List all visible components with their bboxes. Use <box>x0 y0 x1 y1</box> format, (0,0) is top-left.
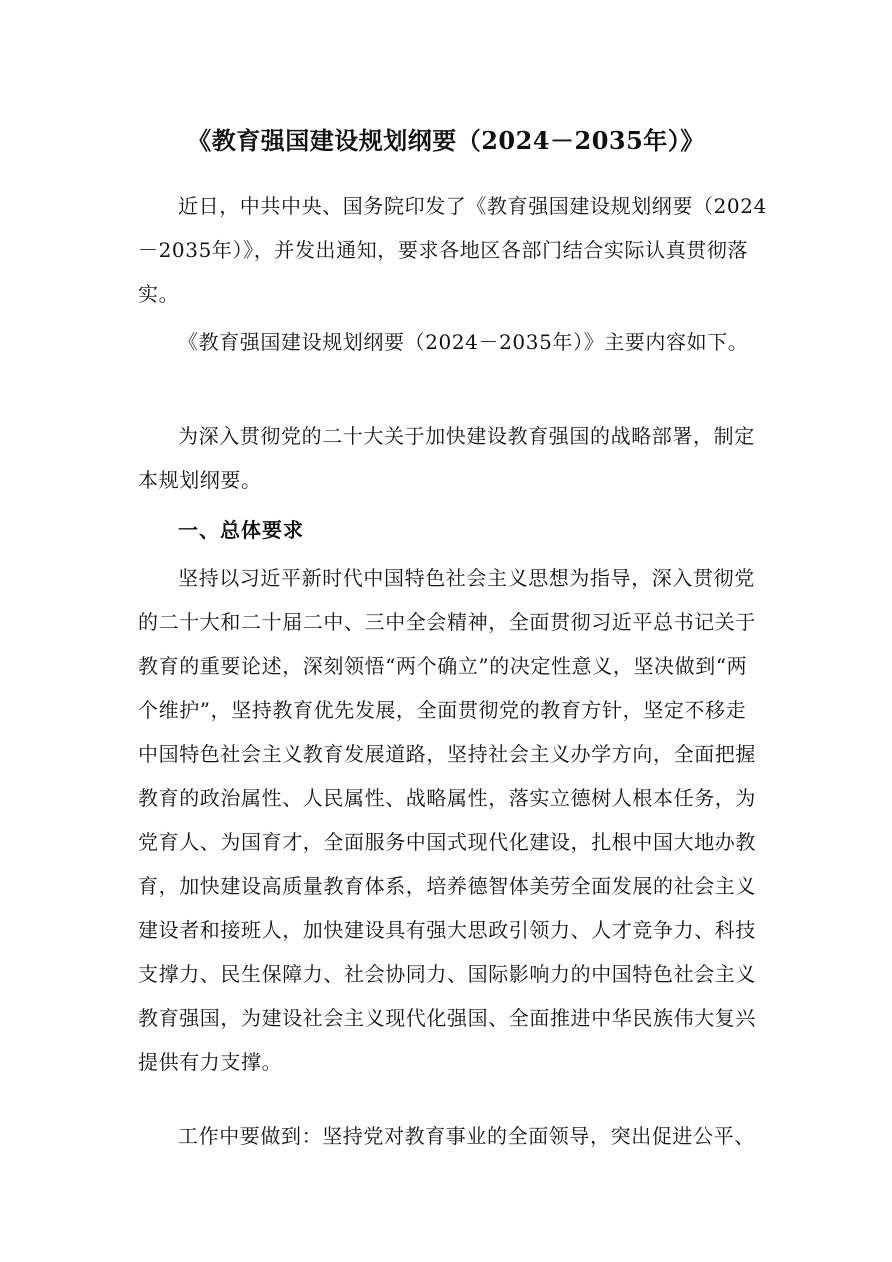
intro-paragraph <box>138 184 767 316</box>
section1-line: 中国特色社会主义教育发展道路，坚持社会主义办学方向，全面把握 <box>138 742 756 766</box>
section1-line: 建设者和接班人，加快建设具有强大思政引领力、人才竞争力、科技 <box>138 918 756 942</box>
intro-line: 近日，中共中央、国务院印发了《教育强国建设规划纲要（2024 <box>178 194 767 218</box>
section1-line: 教育的政治属性、人民属性、战略属性，落实立德树人根本任务，为 <box>138 786 756 810</box>
preamble-line: 为深入贯彻党的二十大关于加快建设教育强国的战略部署，制定 <box>178 424 755 448</box>
section1-paragraph <box>138 556 756 1084</box>
work-paragraph <box>138 1114 756 1158</box>
preamble-line: 本规划纲要。 <box>138 468 262 492</box>
intro-line: 实。 <box>138 282 180 306</box>
section1-line: 支撑力、民生保障力、社会协同力、国际影响力的中国特色社会主义 <box>138 962 756 986</box>
summary-line: 《教育强国建设规划纲要（2024－2035年）》主要内容如下。 <box>178 330 749 354</box>
intro-line: －2035年）》，并发出通知，要求各地区各部门结合实际认真贯彻落 <box>138 238 749 262</box>
preamble-paragraph <box>138 414 756 502</box>
section1-line: 的二十大和二十届二中、三中全会精神，全面贯彻习近平总书记关于 <box>138 610 756 634</box>
work-line: 工作中要做到：坚持党对教育事业的全面领导，突出促进公平、 <box>178 1124 755 1148</box>
section-heading: 一、总体要求 <box>178 518 304 542</box>
section1-line: 坚持以习近平新时代中国特色社会主义思想为指导，深入贯彻党 <box>178 566 755 590</box>
section1-line: 教育的重要论述，深刻领悟“两个确立”的决定性意义，坚决做到“两 <box>138 654 748 678</box>
document-title: 《教育强国建设规划纲要（2024－2035年）》 <box>187 126 705 155</box>
summary-paragraph <box>138 320 756 364</box>
section1-line: 党育人、为国育才，全面服务中国式现代化建设，扎根中国大地办教 <box>138 830 756 854</box>
section1-line: 教育强国，为建设社会主义现代化强国、全面推进中华民族伟大复兴 <box>138 1006 756 1030</box>
section1-line: 育，加快建设高质量教育体系，培养德智体美劳全面发展的社会主义 <box>138 874 756 898</box>
section1-line: 提供有力支撑。 <box>138 1050 283 1074</box>
section1-line: 个维护”，坚持教育优先发展，全面贯彻党的教育方针，坚定不移走 <box>138 698 747 722</box>
